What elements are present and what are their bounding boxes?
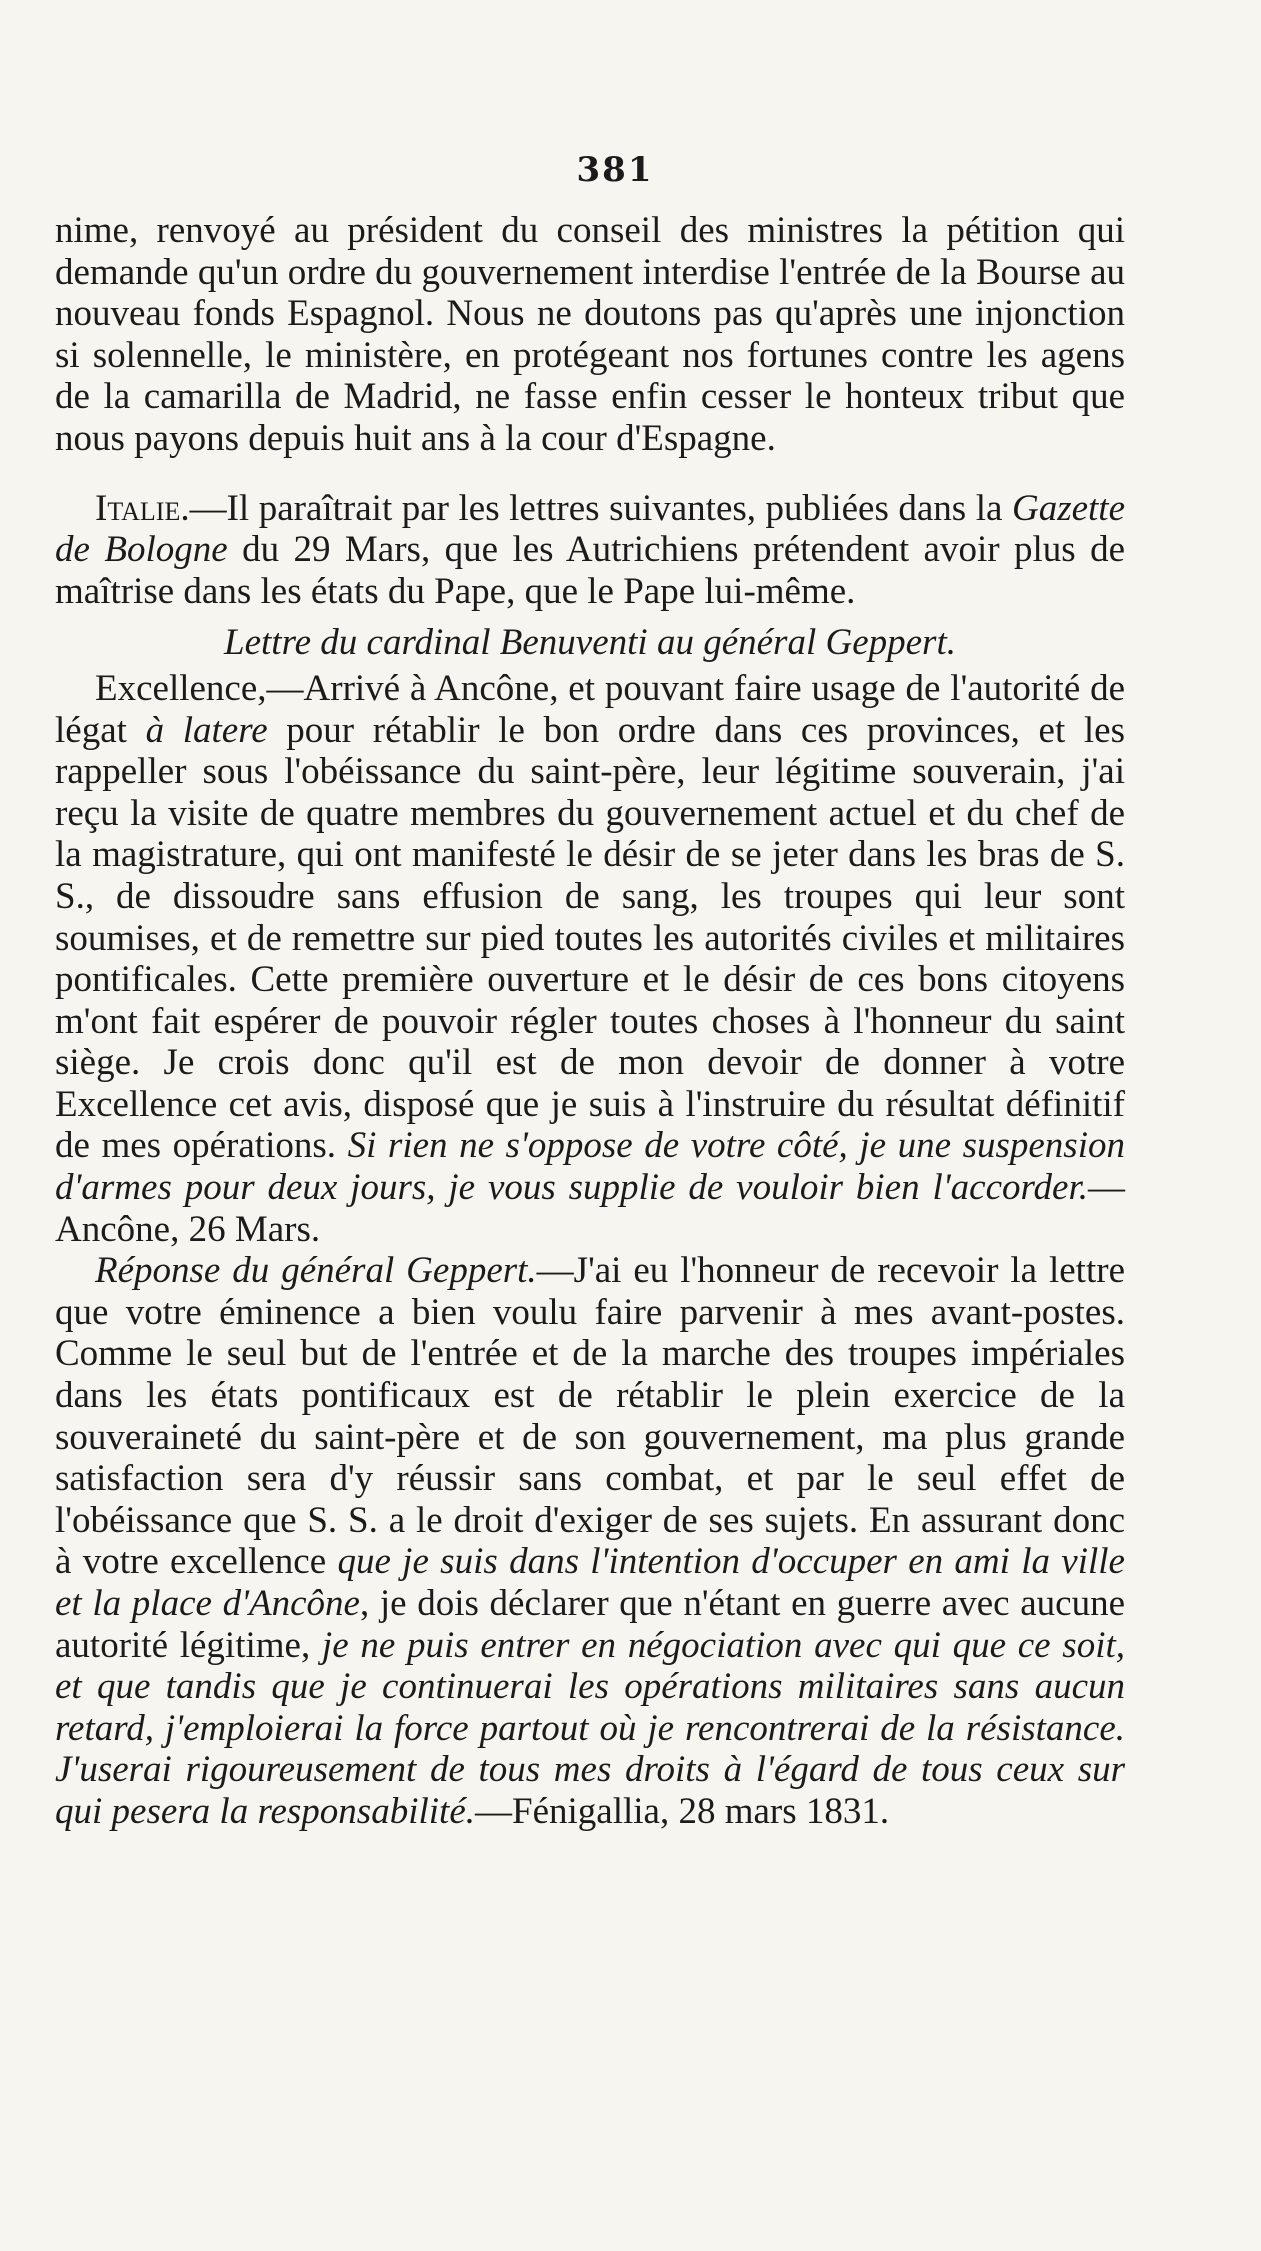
letter-text-a: Excellence,—Arrivé à Ancône, et pouvant faire usage de l'autorité de légat xyxy=(55,667,1125,751)
page-number: 381 xyxy=(576,150,654,190)
reponse-italic-2: je ne puis entrer en négociation avec qui que ce soit, et que tandis que je continuerai les opérations militaires sans aucun retard, j'emploierai la force partout où je rencontrerai de la résistance. J'userai rigoureusement de tous mes droits à l'égard de tous ceux sur qui pesera la responsabilité. xyxy=(55,1624,1125,1832)
letter-text-b: pour rétablir le bon ordre dans ces provinces, et les rappeller sous l'obéissance du saint-père, leur légitime souverain, j'ai reçu la visite de quatre membres du gouvernement actuel et du chef de la magistrature, qui ont manifesté le désir de se jeter dans les bras de S. S., de dissoudre sans effusion de sang, les troupes qui leur sont soumises, et de remettre sur pied toutes les autorités civiles et militaires pontificales. Cette première ouverture et le désir de ces bons citoyens m'ont fait espérer de pouvoir régler toutes choses à l'honneur du saint siège. Je crois donc qu'il est de mon devoir de donner à votre Excellence cet avis, disposé que je suis à l'instruire du résultat définitif de mes opérations. xyxy=(55,709,1125,1167)
paragraph-italie-text-a: —Il paraîtrait par les lettres suivantes, publiées dans la xyxy=(189,487,1012,529)
section-label-italie: Italie. xyxy=(95,487,190,529)
reponse-italic-1: que je suis dans l'intention d'occuper en ami la ville et la place d'Ancône xyxy=(55,1541,1125,1624)
gazette-title: Gazette de Bologne xyxy=(55,487,1125,571)
paragraph-reponse xyxy=(55,1250,1125,1832)
paragraph-italie-text-b: du 29 Mars, que les Autrichiens prétendent avoir plus de maîtrise dans les états du Pape, que le Pape lui-même. xyxy=(55,529,1126,612)
letter-signature: —Ancône, 26 Mars. xyxy=(55,1167,1125,1250)
reponse-text-a: —J'ai eu l'honneur de recevoir la lettre que votre éminence a bien voulu faire parvenir à mes avant-postes. Comme le seul but de l'entrée et de la marche des troupes impériales dans les états pontificaux est de rétablir le plein exercice de la souveraineté du saint-père et de son gouvernement, ma plus grande satisfaction sera d'y réussir sans combat, et par le seul effet de l'obéissance que S. S. a le droit d'exiger de ses sujets. En assurant donc à votre excellence xyxy=(55,1250,1125,1583)
letter-italic-request: Si rien ne s'oppose de votre côté, je une suspension d'armes pour deux jours, je vous supplie de vouloir bien l'accorder. xyxy=(55,1125,1125,1209)
reponse-text-b: , je dois déclarer que n'étant en guerre avec aucune autorité légitime, xyxy=(55,1583,1125,1666)
letter-title: Lettre du cardinal Benuventi au général Geppert. xyxy=(224,622,956,664)
paragraph-italie xyxy=(55,488,1125,613)
reponse-title: Réponse du général Geppert. xyxy=(95,1250,537,1292)
reponse-signature: —Fénigallia, 28 mars 1831. xyxy=(475,1790,890,1832)
latere-phrase: à latere xyxy=(145,709,268,751)
page-body xyxy=(55,210,1125,1833)
paragraph-letter xyxy=(55,668,1125,1250)
paragraph-bourse: nime, renvoyé au président du conseil des ministres la pétition qui demande qu'un ordre du gouvernement interdise l'entrée de la Bourse au nouveau fonds Espagnol. Nous ne doutons pas qu'après une injonction si solennelle, le ministère, en protégeant nos fortunes contre les agens de la camarilla de Madrid, ne fasse enfin cesser le honteux tribut que nous payons depuis huit ans à la cour d'Espagne. xyxy=(55,210,1125,459)
